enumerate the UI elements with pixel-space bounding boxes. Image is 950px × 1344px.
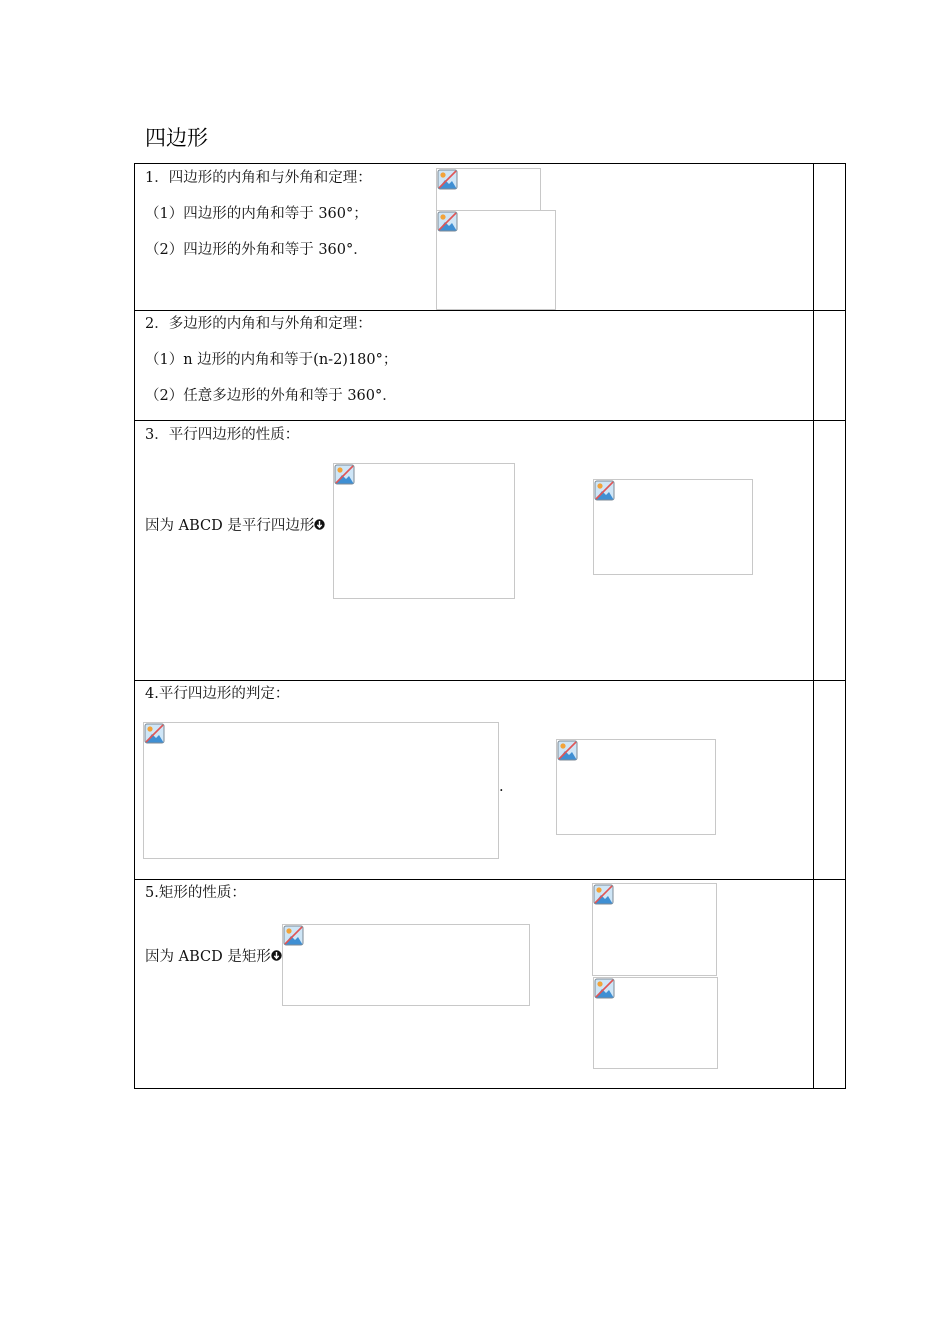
broken-image (592, 883, 717, 976)
statement-text: 因为 ABCD 是平行四边形 (145, 518, 315, 534)
section-3-statement (145, 517, 325, 535)
broken-image (593, 479, 753, 575)
broken-image (593, 977, 718, 1069)
broken-image-icon (557, 740, 578, 761)
broken-image-icon (144, 723, 165, 744)
broken-image-icon (437, 211, 458, 232)
broken-image-icon (594, 480, 615, 501)
broken-image-icon (593, 884, 614, 905)
column-divider (813, 163, 814, 1089)
row-divider (134, 879, 846, 880)
section-2-line: （1）n 边形的内角和等于(n-2)180°； (145, 352, 398, 368)
broken-image (333, 463, 515, 599)
section-1-line: （1）四边形的内角和等于 360°； (145, 206, 368, 222)
broken-image (436, 210, 556, 310)
section-5-statement (145, 948, 282, 966)
section-5-heading: 5.矩形的性质： (145, 885, 246, 901)
broken-image-icon (594, 978, 615, 999)
broken-image-icon (334, 464, 355, 485)
broken-image (282, 924, 530, 1006)
section-2-heading: 2．多边形的内角和与外角和定理： (145, 316, 372, 332)
section-4-heading: 4.平行四边形的判定： (145, 686, 290, 702)
section-4-dot: . (499, 779, 504, 795)
statement-text: 因为 ABCD 是矩形 (145, 949, 271, 965)
broken-image (143, 722, 499, 859)
page-title: 四边形 (145, 126, 208, 150)
section-1-heading: 1．四边形的内角和与外角和定理： (145, 170, 372, 186)
down-arrow-circle-icon (271, 949, 282, 962)
row-divider (134, 420, 846, 421)
section-1-line: （2）四边形的外角和等于 360°． (145, 242, 368, 258)
down-arrow-circle-icon (314, 518, 325, 531)
section-3-heading: 3．平行四边形的性质： (145, 427, 300, 443)
row-divider (134, 680, 846, 681)
broken-image-icon (437, 169, 458, 190)
section-2-line: （2）任意多边形的外角和等于 360°． (145, 388, 397, 404)
row-divider (134, 310, 846, 311)
broken-image (556, 739, 716, 835)
broken-image-icon (283, 925, 304, 946)
